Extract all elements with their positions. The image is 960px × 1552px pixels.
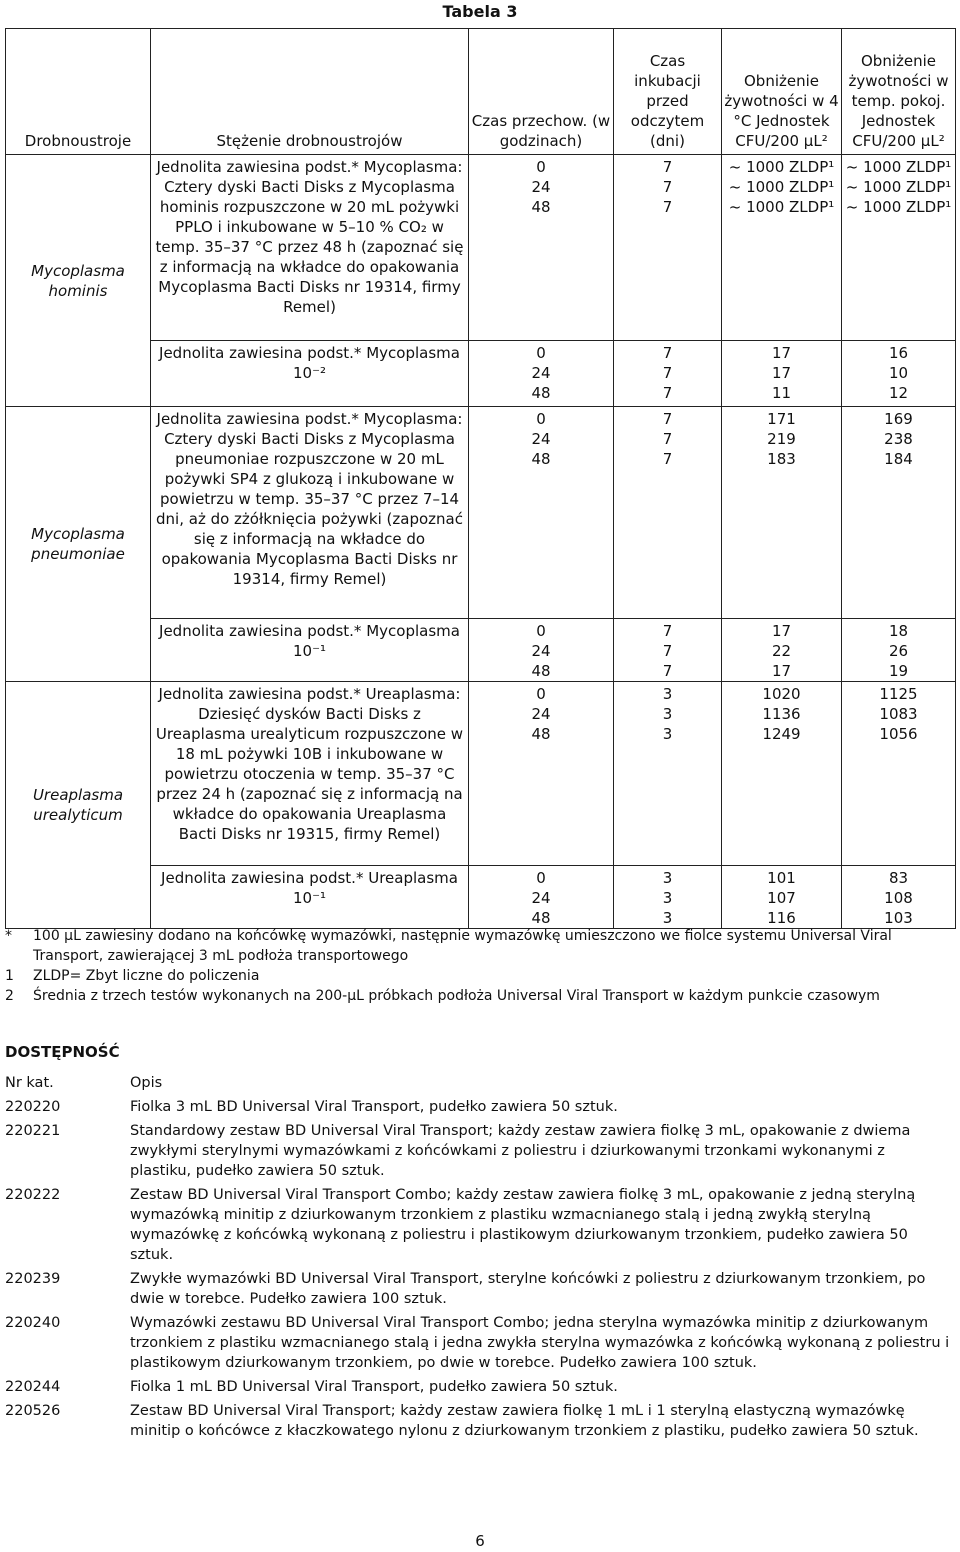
product-description: Zestaw BD Universal Viral Transport; każdy zestaw zawiera fiolkę 1 mL i 1 sterylną elastyczną wymazówkę minitip o końcówce z kłaczkowatego nylonu z dziurkowanym trzonkiem z plastiku, pudełko zawiera 50 sztuk. [130, 1403, 919, 1439]
times-cell [469, 341, 614, 407]
value: 83 [888, 869, 909, 887]
catalog-number: 220244 [5, 1379, 61, 1395]
value: 48 [531, 909, 551, 927]
red4-cell [722, 341, 842, 407]
value: 18 [888, 622, 909, 640]
header-reduction-4c: Obniżenie żywotności w 4 °C Jednostek CFU/200 µL² [722, 29, 842, 155]
footnote-mark: 2 [5, 988, 14, 1004]
concentration-cell: Jednolita zawiesina podst.* Mycoplasma 10⁻² [151, 341, 469, 407]
table-row [6, 155, 956, 341]
red4-cell [722, 682, 842, 866]
table-row [6, 407, 956, 619]
organism-cell: Ureaplasma urealyticum [6, 682, 151, 929]
catalog-number: 220222 [5, 1187, 61, 1203]
times-cell [469, 682, 614, 866]
header-storage-time: Czas przechow. (w godzinach) [469, 29, 614, 155]
value: 0 [536, 158, 546, 176]
catalog-number: 220221 [5, 1123, 61, 1139]
red4-cell [722, 155, 842, 341]
value: 183 [767, 450, 796, 468]
product-description: Zwykłe wymazówki BD Universal Viral Transport, sterylne końcówki z poliestru z dziurkowanym trzonkiem, po dwie w torebce. Pudełko zawiera 100 sztuk. [130, 1271, 926, 1307]
value: 48 [531, 725, 551, 743]
value: ~ 1000 ZLDP¹ [845, 158, 952, 176]
header-organisms: Drobnoustroje [6, 29, 151, 155]
footnote-text: ZLDP= Zbyt liczne do policzenia [33, 968, 260, 984]
value: 48 [531, 198, 551, 216]
value: 0 [536, 410, 546, 428]
times-cell [469, 155, 614, 341]
value: ~ 1000 ZLDP¹ [845, 178, 952, 196]
value: 107 [767, 889, 796, 907]
concentration-cell: Jednolita zawiesina podst.* Mycoplasma 10⁻¹ [151, 619, 469, 682]
footnote-text: 100 µL zawiesiny dodano na końcówkę wymazówki, następnie wymazówkę umieszczono we fiolce systemu Universal Viral Transport, zawierającej 3 mL podłoża transportowego [33, 928, 892, 964]
red4-cell [722, 407, 842, 619]
product-description: Zestaw BD Universal Viral Transport Combo; każdy zestaw zawiera fiolkę 3 mL, opakowanie z jedną sterylną wymazówką minitip z dziurkowanym trzonkiem z plastiku wzmacnianego stalą i jedną zwykłą sterylną wymazówkę z końcówką wykonaną z poliestru i plastikowym dziurkowanym trzonkiem, pudełko zawiera 50 sztuk. [130, 1187, 916, 1263]
header-incubation: Czas inkubacji przed odczytem (dni) [614, 29, 722, 155]
value: 24 [531, 642, 551, 660]
value: 17 [771, 344, 792, 362]
value: 24 [531, 364, 551, 382]
value: 0 [536, 685, 546, 703]
incub-cell [614, 619, 722, 682]
availability-item [5, 1185, 950, 1265]
availability-item [5, 1269, 950, 1309]
value: 24 [531, 430, 551, 448]
header-reduction-room: Obniżenie żywotności w temp. pokoj. Jednostek CFU/200 µL² [842, 29, 956, 155]
value: ~ 1000 ZLDP¹ [845, 198, 952, 216]
value: 116 [767, 909, 796, 927]
concentration-cell: Jednolita zawiesina podst.* Mycoplasma: Cztery dyski Bacti Disks z Mycoplasma hominis rozpuszczone w 20 mL pożywki PPLO i inkubowane w 5–10 % CO₂ w temp. 35–37 °C przez 48 h (zapoznać się z informacją na wkładce do opakowania Mycoplasma Bacti Disks nr 19314, firmy Remel) [151, 155, 469, 341]
value: 7 [662, 662, 673, 680]
value: 108 [884, 889, 913, 907]
footnote-text: Średnia z trzech testów wykonanych na 200-µL próbkach podłoża Universal Viral Transport w każdym punkcie czasowym [33, 988, 880, 1004]
value: 3 [662, 685, 673, 703]
value: 1020 [762, 685, 801, 703]
incub-cell [614, 682, 722, 866]
red4-cell [722, 619, 842, 682]
table-title: Tabela 3 [442, 2, 518, 21]
catalog-number: 220526 [5, 1403, 61, 1419]
page-number: 6 [475, 1532, 485, 1550]
incub-cell [614, 866, 722, 929]
value: 7 [662, 158, 673, 176]
catalog-number: 220220 [5, 1099, 61, 1115]
table-row [6, 682, 956, 866]
availability-desc-header: Opis [130, 1075, 163, 1091]
value: 48 [531, 450, 551, 468]
value: 48 [531, 384, 551, 402]
value: 19 [888, 662, 909, 680]
value: 17 [771, 364, 792, 382]
incub-cell [614, 407, 722, 619]
value: 7 [662, 622, 673, 640]
availability-cat-header: Nr kat. [5, 1075, 54, 1091]
incub-cell [614, 341, 722, 407]
value: 0 [536, 869, 546, 887]
value: 3 [662, 705, 673, 723]
header-concentration: Stężenie drobnoustrojów [151, 29, 469, 155]
results-table [5, 28, 956, 929]
redrt-cell [842, 407, 956, 619]
value: 7 [662, 384, 673, 402]
availability-item [5, 1097, 950, 1117]
concentration-cell: Jednolita zawiesina podst.* Mycoplasma: Cztery dyski Bacti Disks z Mycoplasma pneumoniae rozpuszczone w 20 mL pożywki SP4 z glukozą i inkubowane w powietrzu w temp. 35–37 °C przez 7–14 dni, aż do zżółknięcia pożywki (zapoznać się z informacją na wkładce do opakowania Mycoplasma Bacti Disks nr 19314, firmy Remel) [151, 407, 469, 619]
times-cell [469, 407, 614, 619]
concentration-cell: Jednolita zawiesina podst.* Ureaplasma 10⁻¹ [151, 866, 469, 929]
value: 12 [888, 384, 909, 402]
redrt-cell [842, 619, 956, 682]
value: 7 [662, 410, 673, 428]
value: 101 [767, 869, 796, 887]
value: 26 [888, 642, 909, 660]
value: 1136 [762, 705, 801, 723]
value: ~ 1000 ZLDP¹ [728, 158, 835, 176]
availability-list [5, 1073, 950, 1445]
catalog-number: 220240 [5, 1315, 61, 1331]
value: 16 [888, 344, 909, 362]
footnotes [5, 926, 955, 1006]
footnote-mark: 1 [5, 968, 14, 984]
value: 238 [884, 430, 913, 448]
table-body [6, 155, 956, 929]
value: 7 [662, 430, 673, 448]
availability-item [5, 1121, 950, 1181]
value: 1125 [879, 685, 918, 703]
availability-item [5, 1377, 950, 1397]
redrt-cell [842, 682, 956, 866]
value: 3 [662, 889, 673, 907]
times-cell [469, 866, 614, 929]
value: 169 [884, 410, 913, 428]
value: 10 [888, 364, 909, 382]
product-description: Wymazówki zestawu BD Universal Viral Transport Combo; jedna sterylna wymazówka minitip z dziurkowanym trzonkiem z plastiku wzmacnianego stalą i jedna zwykła sterylna wymazówka z końcówką wykonaną z poliestru i plastikowym dziurkowanym trzonkiem, po dwie w torebce. Pudełko zawiera 100 sztuk. [130, 1315, 950, 1371]
value: 219 [767, 430, 796, 448]
red4-cell [722, 866, 842, 929]
value: 22 [771, 642, 792, 660]
availability-heading: DOSTĘPNOŚĆ [5, 1043, 120, 1061]
footnote [5, 966, 955, 986]
footnote [5, 986, 955, 1006]
value: 1056 [879, 725, 918, 743]
value: 1249 [762, 725, 801, 743]
availability-item [5, 1313, 950, 1373]
redrt-cell [842, 341, 956, 407]
value: 1083 [879, 705, 918, 723]
value: 7 [662, 198, 673, 216]
organism-cell: Mycoplasma pneumoniae [6, 407, 151, 682]
value: 17 [771, 622, 792, 640]
value: ~ 1000 ZLDP¹ [728, 198, 835, 216]
value: 7 [662, 364, 673, 382]
value: 7 [662, 450, 673, 468]
value: 3 [662, 725, 673, 743]
value: 3 [662, 869, 673, 887]
value: 7 [662, 178, 673, 196]
value: 48 [531, 662, 551, 680]
value: ~ 1000 ZLDP¹ [728, 178, 835, 196]
product-description: Fiolka 3 mL BD Universal Viral Transport, pudełko zawiera 50 sztuk. [130, 1099, 618, 1115]
organism-cell: Mycoplasma hominis [6, 155, 151, 407]
times-cell [469, 619, 614, 682]
footnote [5, 926, 955, 966]
redrt-cell [842, 155, 956, 341]
incub-cell [614, 155, 722, 341]
value: 7 [662, 642, 673, 660]
value: 17 [771, 662, 792, 680]
value: 184 [884, 450, 913, 468]
footnote-mark: * [5, 928, 12, 944]
value: 24 [531, 178, 551, 196]
value: 3 [662, 909, 673, 927]
concentration-cell: Jednolita zawiesina podst.* Ureaplasma: Dziesięć dysków Bacti Disks z Ureaplasma urealyticum rozpuszczone w 18 mL pożywki 10B i inkubowane w powietrzu otoczenia w temp. 35–37 °C przez 24 h (zapoznać się z informacją na wkładce do opakowania Ureaplasma Bacti Disks nr 19315, firmy Remel) [151, 682, 469, 866]
value: 24 [531, 889, 551, 907]
availability-item [5, 1401, 950, 1441]
value: 24 [531, 705, 551, 723]
value: 103 [884, 909, 913, 927]
value: 0 [536, 344, 546, 362]
product-description: Standardowy zestaw BD Universal Viral Transport; każdy zestaw zawiera fiolkę 3 mL, opakowanie z dwiema zwykłymi sterylnymi wymazówkami z końcówkami z poliestru i dziurkowanymi trzonkami wykonanymi z plastiku, pudełko zawiera 50 sztuk. [130, 1123, 911, 1179]
redrt-cell [842, 866, 956, 929]
value: 11 [771, 384, 792, 402]
value: 7 [662, 344, 673, 362]
value: 0 [536, 622, 546, 640]
product-description: Fiolka 1 mL BD Universal Viral Transport, pudełko zawiera 50 sztuk. [130, 1379, 618, 1395]
catalog-number: 220239 [5, 1271, 61, 1287]
value: 171 [767, 410, 796, 428]
